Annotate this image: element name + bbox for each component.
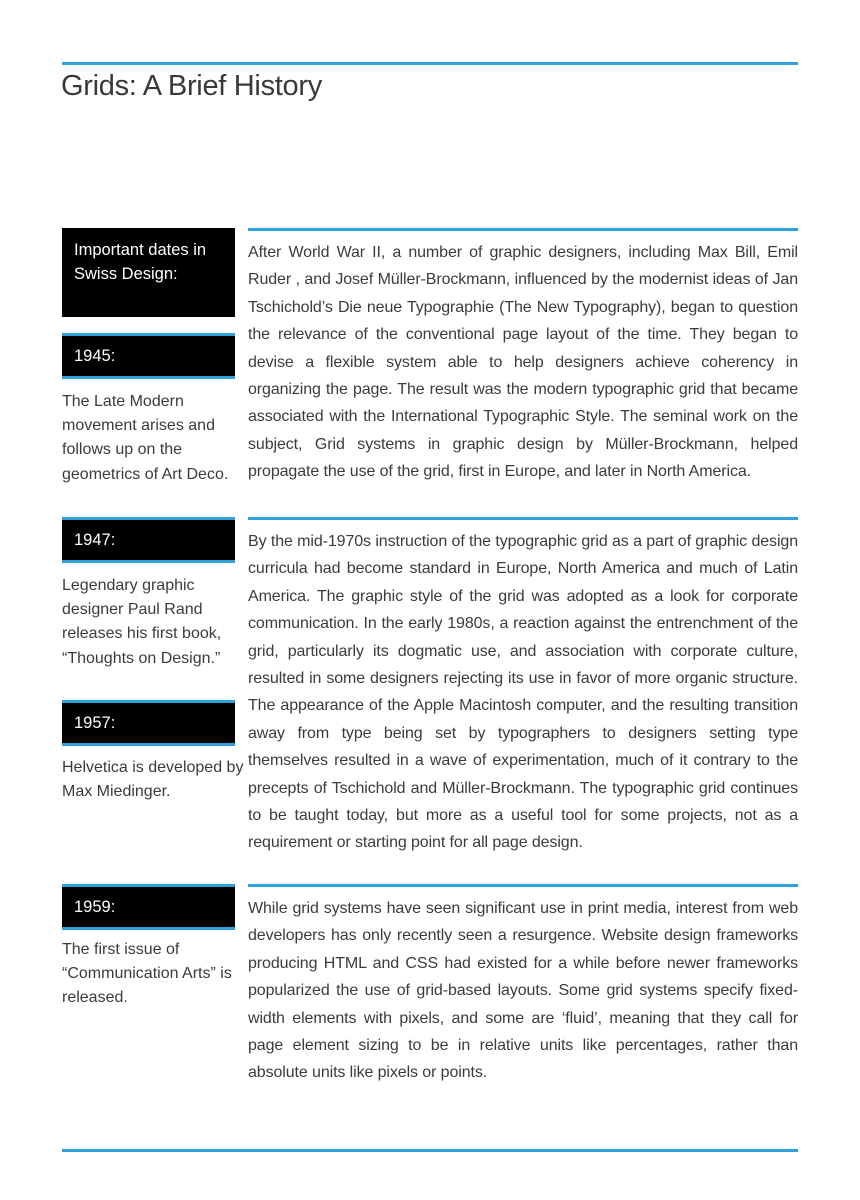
paragraph-block-3	[248, 884, 798, 1087]
year-label-1945: 1945:	[74, 346, 116, 365]
year-label-1957: 1957:	[74, 713, 116, 732]
paragraph-3: While grid systems have seen significant use in print media, interest from web developers has only recently seen a resurgence. Website design frameworks producing HTML and CSS had existed for a while before newer frameworks popularized the use of grid-based layouts. Some grid systems specify fixed-width elements with pixels, and some are ‘fluid’, meaning that they call for page element sizing to be in relative units like percentages, rather than absolute units like pixels or points.	[248, 900, 798, 1082]
timeline-note-1945: The Late Modern movement arises and follows up on the geometrics of Art Deco.	[62, 393, 229, 483]
paragraph-1: After World War II, a number of graphic designers, including Max Bill, Emil Ruder , and Josef Müller-Brockmann, influenced by the modernist ideas of Jan Tschichold’s Die neue Typographie (The New Typography), began to question the relevance of the conventional page layout of the time. They began to devise a flexible system able to help designers achieve coherency in organizing the page. The result was the modern typographic grid that became associated with the International Typographic Style. The seminal work on the subject, Grid systems in graphic design by Müller-Brockmann, helped propagate the use of the grid, first in Europe, and later in North America.	[248, 244, 798, 481]
timeline-year-1959	[62, 884, 235, 930]
sidebar-heading-box	[62, 228, 235, 317]
bottom-rule	[62, 1149, 798, 1152]
top-rule	[62, 62, 798, 65]
paragraph-2: By the mid-1970s instruction of the typographic grid as a part of graphic design curricula had become standard in Europe, North America and much of Latin America. The graphic style of the grid was adopted as a look for corporate communication. In the early 1980s, a reaction against the entrenchment of the grid, particularly its dogmatic use, and association with corporate culture, resulted in some designers rejecting its use in favor of more organic structure. The appearance of the Apple Macintosh computer, and the resulting transition away from type being set by typographers to designers setting type themselves resulted in a wave of experimentation, much of it contrary to the precepts of Tschichold and Müller-Brockmann. The typographic grid continues to be taught today, but more as a useful tool for some projects, not as a requirement or starting point for all page design.	[248, 533, 798, 852]
sidebar-heading-label: Important dates in Swiss Design:	[74, 241, 207, 283]
year-label-1947: 1947:	[74, 530, 116, 549]
paragraph-block-1	[248, 228, 798, 486]
paragraph-block-2	[248, 517, 798, 857]
page-title: Grids: A Brief History	[61, 70, 322, 102]
year-label-1959: 1959:	[74, 897, 116, 916]
timeline-year-1945	[62, 333, 235, 379]
timeline-note-1957: Helvetica is developed by Max Miedinger.	[62, 759, 244, 801]
timeline-note-1959: The first issue of “Communication Arts” is released.	[62, 941, 232, 1007]
timeline-note-1947: Legendary graphic designer Paul Rand releases his first book, “Thoughts on Design.”	[62, 577, 222, 667]
timeline-year-1947	[62, 517, 235, 563]
timeline-year-1957	[62, 700, 235, 746]
